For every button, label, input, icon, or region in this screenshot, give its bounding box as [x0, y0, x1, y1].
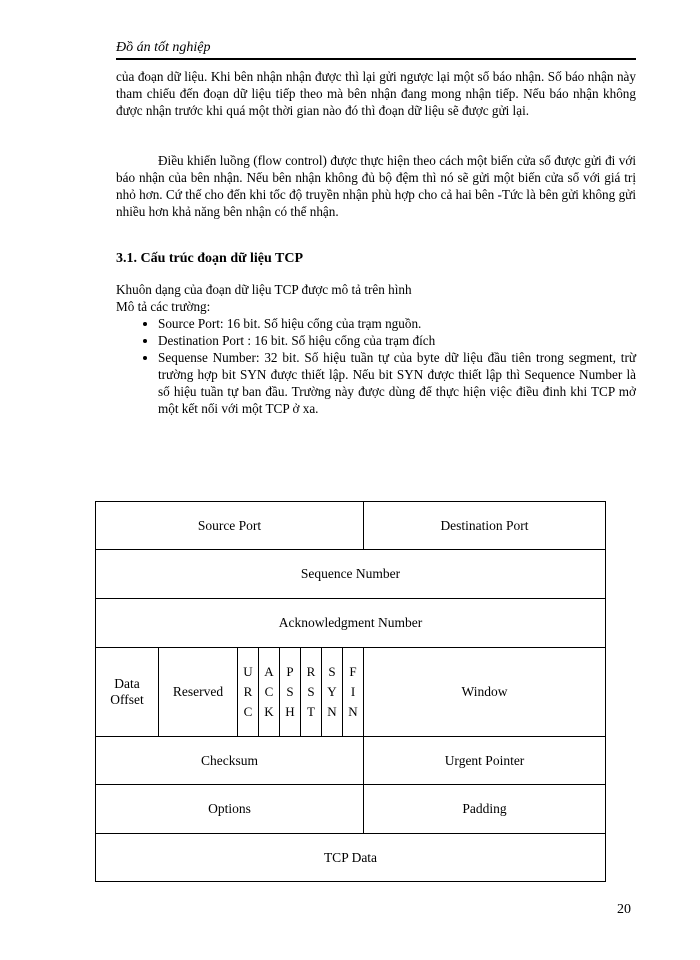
tcp-segment-diagram	[95, 501, 606, 882]
flag-urg: U R C	[238, 648, 259, 737]
list-item: • Destination Port : 16 bit. Số hiệu cổng của trạm đích	[158, 332, 636, 349]
data-offset-field	[96, 648, 159, 737]
section-heading: 3.1. Cấu trúc đoạn dữ liệu TCP	[116, 251, 304, 266]
list-item: • Sequense Number: 32 bit. Số hiệu tuần tự của byte dữ liệu đầu tiên trong segment, trừ trường hợp bit SYN được thiết lập. Nếu bit SYN được thiết lập thì Sequence Number là số hiệu tuần tự ban đầu. Trường này được dùng để thực hiện việc điều đinh khi TCP mở một kết nối với một TCP ở xa.	[158, 349, 636, 417]
options-field: Options	[96, 785, 364, 834]
tcp-data-field: TCP Data	[96, 834, 606, 882]
paragraph-1: của đoạn dữ liệu. Khi bên nhận nhận được thì lại gửi ngược lại một số báo nhận. Số báo nhận này tham chiếu đến đoạn dữ liệu tiếp theo mà bên nhận đang mong nhận tiếp. Nếu báo nhận không được nhận trước khi quá một thời gian nào đó thì đoạn dữ liệu sẽ được gửi lại.	[116, 69, 636, 118]
destination-port-field: Destination Port	[364, 502, 606, 550]
section-intro: Khuôn dạng của đoạn dữ liệu TCP được mô tả trên hình	[116, 282, 412, 297]
fields-label: Mô tả các trường:	[116, 299, 211, 314]
flag-fin: F I N	[343, 648, 364, 737]
flag-syn: S Y N	[322, 648, 343, 737]
flag-rst: R S T	[301, 648, 322, 737]
data-offset-line-2: Offset	[110, 692, 144, 707]
page-number: 20	[617, 902, 631, 917]
paragraph-2: Điều khiển luồng (flow control) được thực hiện theo cách một biến cửa sổ được gửi đi với báo nhận của bên nhận. Nếu bên nhận không đủ bộ đệm thì nó sẽ gửi một biến cửa sổ với giá trị nhỏ hơn. Cứ thế cho đến khi tốc độ truyền nhận phù hợp cho cả hai bên -Tức là bên gửi không gửi nhiều hơn khả năng bên nhận có thể nhận.	[116, 153, 636, 219]
window-field: Window	[364, 648, 606, 737]
field-list	[116, 315, 636, 417]
padding-field: Padding	[364, 785, 606, 834]
flag-ack: A C K	[259, 648, 280, 737]
data-offset-line-1: Data	[114, 676, 140, 691]
source-port-field: Source Port	[96, 502, 364, 550]
flag-psh: P S H	[280, 648, 301, 737]
urgent-pointer-field: Urgent Pointer	[364, 737, 606, 785]
sequence-number-field: Sequence Number	[96, 550, 606, 599]
section-body	[116, 281, 636, 417]
page-header: Đồ án tốt nghiệp	[116, 40, 636, 60]
list-item: • Source Port: 16 bit. Số hiệu cổng của trạm nguồn.	[158, 315, 636, 332]
ack-number-field: Acknowledgment Number	[96, 599, 606, 648]
checksum-field: Checksum	[96, 737, 364, 785]
reserved-field: Reserved	[159, 648, 238, 737]
